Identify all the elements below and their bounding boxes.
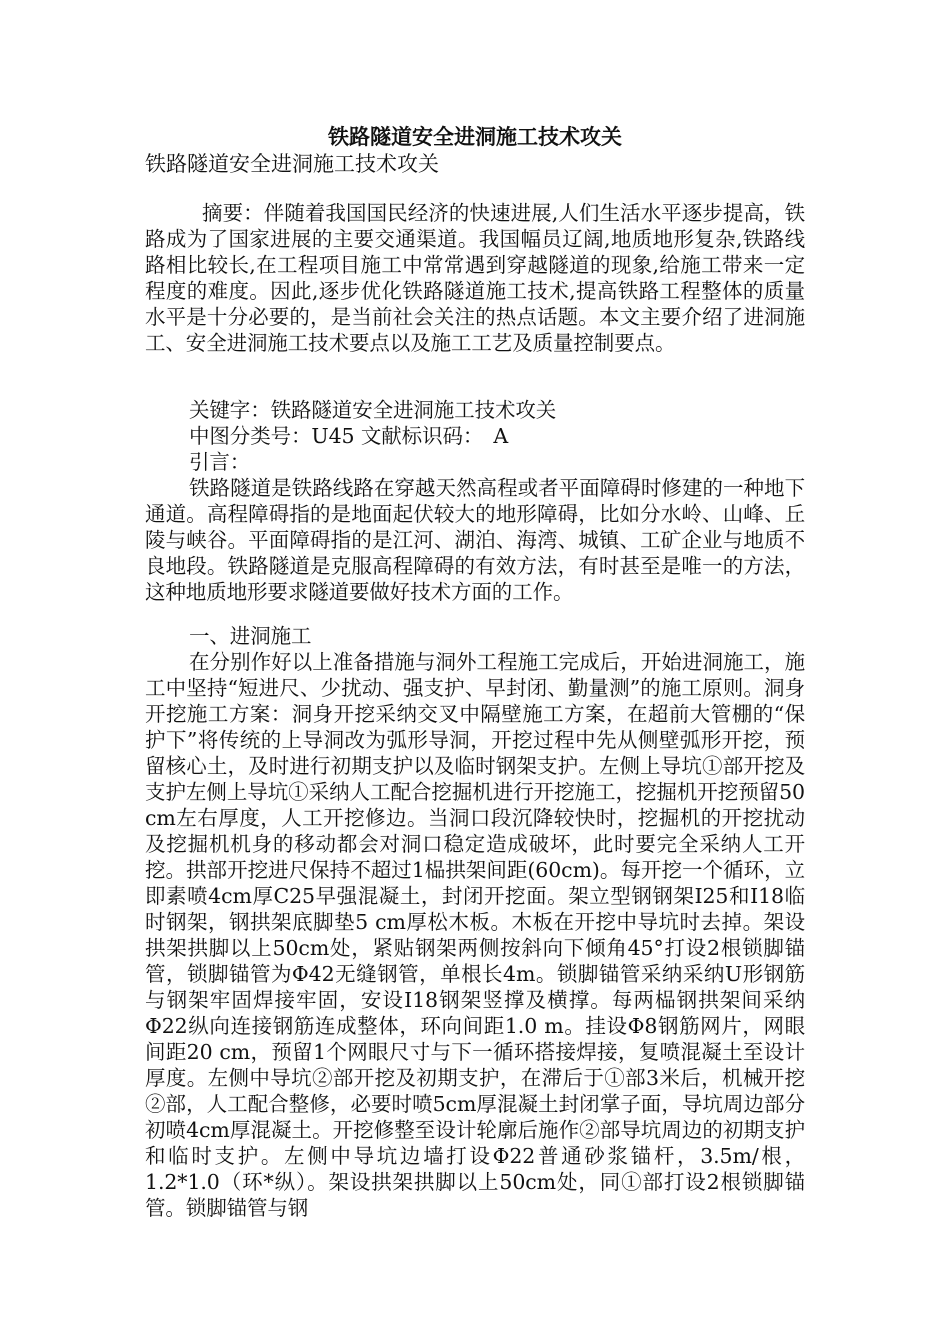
document-subtitle: 铁路隧道安全进洞施工技术攻关 — [145, 152, 439, 176]
section-1-paragraph: 在分别作好以上准备措施与洞外工程施工完成后，开始进洞施工，施工中坚持“短进尺、少扰动、强支护、早封闭、勤量测”的施工原则。洞身开挖施工方案：洞身开挖采纳交叉中隔壁施工方案，在超前大管棚的“保护下”将传统的上导洞改为弧形导洞，开挖过程中先从侧壁弧形开挖，预留核心土，及时进行初期支护以及临时钢架支护。左侧上导坑①部开挖及支护左侧上导坑①采纳人工配合挖掘机进行开挖施工，挖掘机开挖预留50 cm左右厚度，人工开挖修边。当洞口段沉降较快时，挖掘机的开挖扰动及挖掘机机身的移动都会对洞口稳定造成破坏，此时要完全采纳人工开挖。拱部开挖进尺保持不超过1榀拱架间距(60cm)。每开挖一个循环，立即素喷4cm厚C25早强混凝土，封闭开挖面。架立型钢钢架I25和I18临时钢架，钢拱架底脚垫5 cm厚松木板。木板在开挖中导坑时去掉。架设拱架拱脚以上50cm处，紧贴钢架两侧按斜向下倾角45°打设2根锁脚锚管，锁脚锚管为Φ42无缝钢管，单根长4m。锁脚锚管采纳采纳U形钢筋与钢架牢固焊接牢固，安设I18钢架竖撑及横撑。每两榀钢拱架间采纳Φ22纵向连接钢筋连成整体，环向间距1.0 m。挂设Φ8钢筋网片，网眼间距20 cm，预留1个网眼尺寸与下一循环搭接焊接，复喷混凝土至设计厚度。左侧中导坑②部开挖及初期支护，在滞后于①部3米后，机械开挖②部，人工配合整修，必要时喷5cm厚混凝土封闭掌子面，导坑周边部分初喷4cm厚混凝土。开挖修整至设计轮廓后施作②部导坑周边的初期支护和临时支护。左侧中导坑边墙打设Φ22普通砂浆锚杆，3.5m/根，1.2*1.0（环*纵）。架设拱架拱脚以上50cm处，同①部打设2根锁脚锚管。锁脚锚管与钢 — [145, 650, 805, 1220]
classification-text: 中图分类号：U45 文献标识码： A — [189, 424, 509, 448]
intro-paragraph: 铁路隧道是铁路线路在穿越天然高程或者平面障碍时修建的一种地下通道。高程障碍指的是地面起伏较大的地形障碍，比如分水岭、山峰、丘陵与峡谷。平面障碍指的是江河、湖泊、海湾、城镇、工矿企业与地质不良地段。铁路隧道是克服高程障碍的有效方法，有时甚至是唯一的方法，这种地质地形要求隧道要做好技术方面的工作。 — [145, 476, 805, 604]
intro-heading-text: 引言： — [189, 450, 251, 474]
classification-line — [145, 423, 805, 449]
section-heading-1-text: 一、进洞施工 — [189, 624, 312, 648]
intro-heading — [145, 449, 805, 475]
keywords-line — [145, 397, 805, 423]
keywords-text: 关键字：铁路隧道安全进洞施工技术攻关 — [189, 398, 557, 422]
document-title: 铁路隧道安全进洞施工技术攻关 — [328, 124, 622, 149]
section-heading-1 — [145, 623, 805, 649]
abstract-paragraph: 摘要：伴随着我国国民经济的快速进展,人们生活水平逐步提高，铁路成为了国家进展的主要交通渠道。我国幅员辽阔,地质地形复杂,铁路线路相比较长,在工程项目施工中常常遇到穿越隧道的现象,给施工带来一定程度的难度。因此,逐步优化铁路隧道施工技术,提高铁路工程整体的质量水平是十分必要的，是当前社会关注的热点话题。本文主要介绍了进洞施工、安全进洞施工技术要点以及施工工艺及质量控制要点。 — [145, 201, 805, 355]
